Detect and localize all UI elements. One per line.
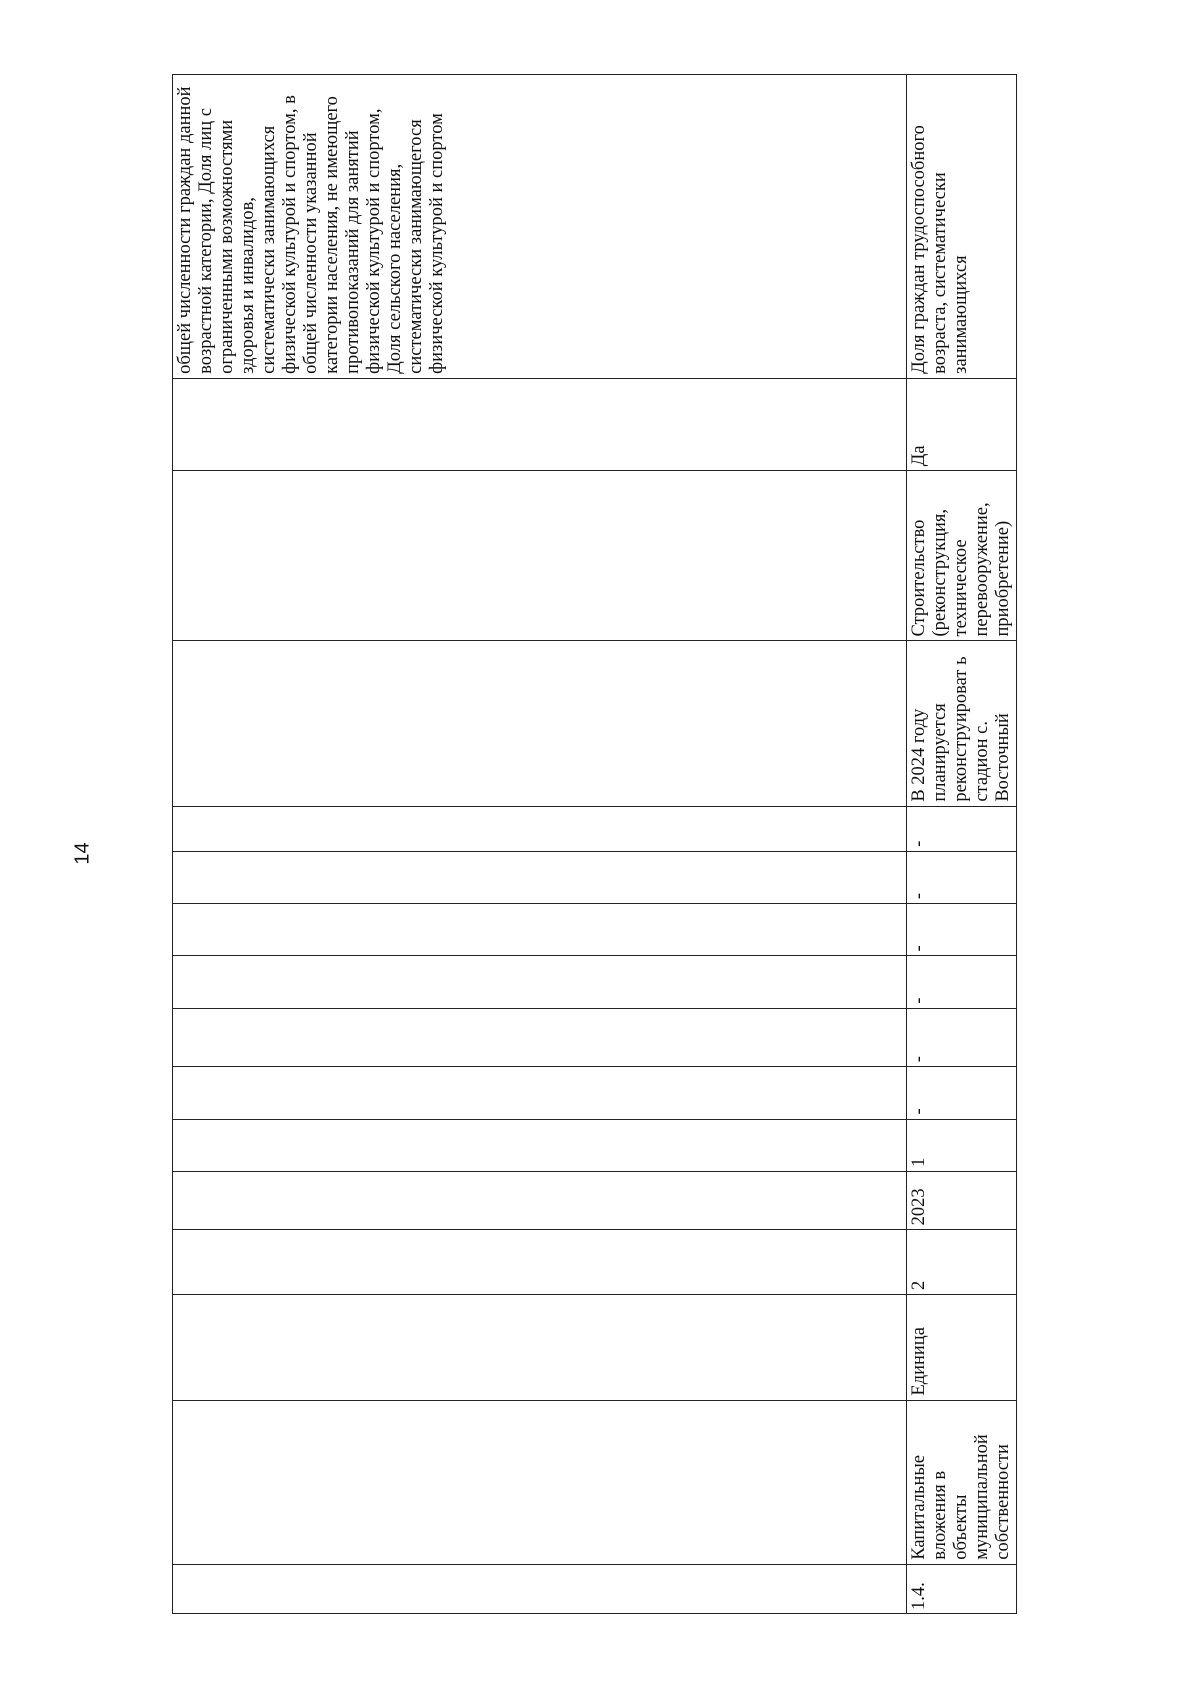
table-cell [173,641,907,806]
table-cell [173,1294,907,1400]
table-cell [173,1008,907,1066]
value-cell: - [907,956,1017,1008]
base-value-cell: 2 [907,1230,1017,1295]
table-cell [173,1171,907,1229]
program-table [172,74,1017,1614]
table-row [173,75,907,1614]
table-cell [173,471,907,641]
table-cell [173,956,907,1008]
value-cell: - [907,806,1017,851]
indicator-cell: Доля граждан трудоспособного возраста, систематически занимающихся [907,75,1017,379]
value-cell: - [907,851,1017,903]
table-cell [173,1564,907,1613]
value-cell: - [907,1067,1017,1119]
table-cell [173,378,907,470]
table-cell [173,806,907,851]
value-cell: - [907,1008,1017,1066]
indicator-continuation-cell: общей численности граждан данной возрастной категории, Доля лиц с ограниченными возможностями здоровья и инвалидов, систематически занимающихся физической культурой и спортом, в общей численности указанной категории населения, не имеющего противопоказаний для занятий физической культурой и спортом, Доля сельского населения, систематически занимающегося физической культурой и спортом [173,75,907,379]
value-cell: 1 [907,1119,1017,1171]
page-number: 14 [71,842,94,865]
table-cell [173,1119,907,1171]
rotated-table-wrapper [172,74,1013,1614]
value-cell: - [907,904,1017,956]
table-cell [173,904,907,956]
table-cell [173,1230,907,1295]
row-number-cell: 1.4. [907,1564,1017,1613]
row-name-cell: Капитальные вложения в объекты муниципальной собственности [907,1400,1017,1564]
unit-cell: Единица [907,1294,1017,1400]
flag-cell: Да [907,378,1017,470]
table-cell [173,1400,907,1564]
table-cell [173,1067,907,1119]
table-row [907,75,1017,1614]
activity-type-cell: Строительство (реконструкция, техническое перевооружение, приобретение) [907,471,1017,641]
description-cell: В 2024 году планируется реконструироват ь стадион с. Восточный [907,641,1017,806]
table-cell [173,851,907,903]
year-cell: 2023 [907,1171,1017,1229]
